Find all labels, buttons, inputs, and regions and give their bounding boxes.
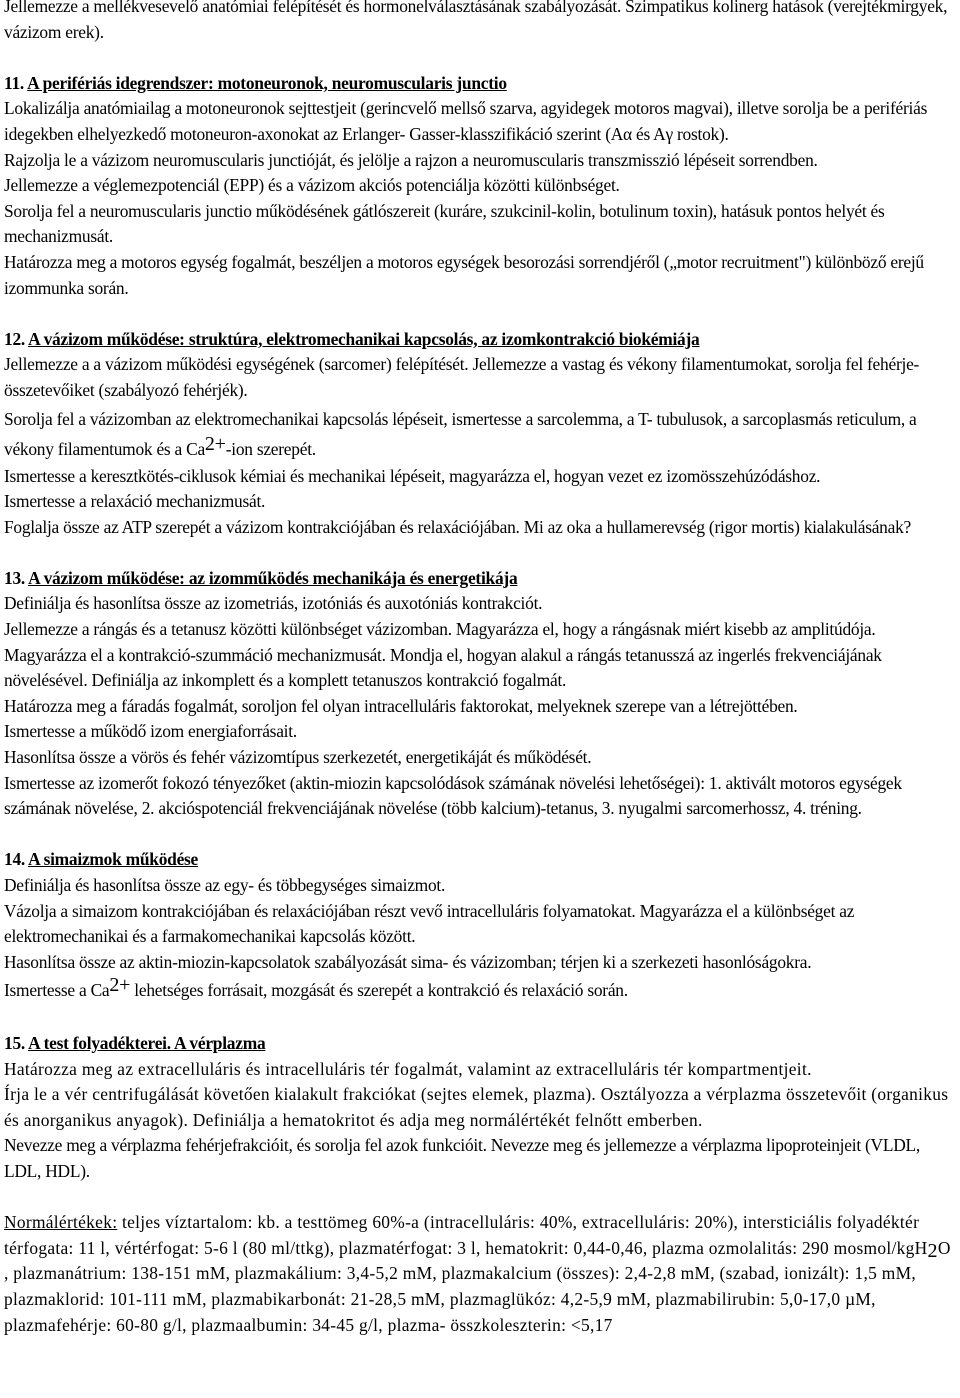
section-12-number: 12.: [4, 328, 25, 349]
section-13-paragraph-4: Ismertesse a működő izom energiaforrásait.: [4, 721, 297, 742]
section-14-paragraph-1: Definiálja és hasonlítsa össze az egy- és többegységes simaizmot.: [4, 875, 446, 895]
section-11-title: A perifériás idegrendszer: motoneuronok, neuromuscularis junctio: [27, 72, 507, 93]
intro-paragraph: [4, 0, 959, 45]
section-11-heading: [4, 71, 959, 97]
section-15-number: 15.: [4, 1032, 25, 1053]
section-12-paragraph-4: Ismertesse a relaxáció mechanizmusát.: [4, 491, 266, 512]
s12-p2-text-b: -ion szerepét.: [225, 438, 316, 459]
s14-p4-text-a: Ismertesse a Ca: [4, 980, 110, 1001]
section-15-paragraph-2: Írja le a vér centrifugálását követően kialakult frakciókat (sejtes elemek, plazma). Osztályozza a vérplazma összetevőit (organikus és anorganikus anyagok). Definiálja a hematokritot és adja meg normálértékét felnőtt emberben.: [4, 1084, 949, 1130]
calcium-charge-superscript: 2+: [204, 432, 226, 455]
section-13-paragraph-5: Hasonlítsa össze a vörös és fehér vázizomtípus szerkezetét, energetikáját és működését.: [4, 747, 592, 768]
section-13-heading: [4, 566, 959, 592]
section-14-title: A simaizmok működése: [28, 849, 199, 870]
section-gap: [4, 1185, 959, 1211]
gamma-symbol: γ: [665, 123, 673, 144]
section-gap: [4, 822, 959, 848]
section-15-heading: [4, 1031, 959, 1057]
section-12-paragraph-2: [4, 404, 959, 464]
section-gap: [4, 301, 959, 327]
s12-p2-text-a: Sorolja fel a vázizomban az elektromechanikai kapcsolás lépéseit, ismertesse a sarcolemma, a T- tubulusok, a sarcoplasmás reticulum, a vékony filamentumok és a Ca: [4, 408, 917, 459]
s11-p1-text-c: rostok).: [672, 123, 729, 144]
section-14-heading: [4, 847, 959, 873]
section-gap: [4, 45, 959, 71]
section-12-paragraph-1: Jellemezze a a vázizom működési egységének (sarcomer) felépítését. Jellemezze a vastag és vékony filamentumokat, sorolja fel fehérje-összetevőiket (szabályozó fehérjék).: [4, 354, 920, 400]
section-11-paragraph-3: Jellemezze a véglemezpotenciál (EPP) és a vázizom akciós potenciálja közötti különbséget.: [4, 175, 620, 196]
section-15-paragraph-3: Nevezze meg a vérplazma fehérjefrakcióit, és sorolja fel azok funkcióit. Nevezze meg és jellemezze a vérplazma lipoproteinjeit (VLDL, LDL, HDL).: [4, 1135, 921, 1181]
alpha-symbol: α: [623, 123, 632, 144]
section-13-number: 13.: [4, 567, 25, 588]
section-12-title: A vázizom működése: struktúra, elektromechanikai kapcsolás, az izomkontrakció biokémiája: [28, 328, 700, 349]
normal-values-paragraph: [4, 1210, 959, 1338]
section-13-paragraph-6: Ismertesse az izomerőt fokozó tényezőket (aktin-miozin kapcsolódások számának növelési lehetőségei): 1. aktivált motoros egységek számának növelése, 2. akcióspotenciál frekvenciájának növelése (több kalcium)-tetanus, 3. nyugalmi sarcomerhossz, 4. tréning.: [4, 772, 902, 819]
section-12-heading: [4, 327, 959, 353]
section-15-paragraph-1: Határozza meg az extracelluláris és intracelluláris tér fogalmát, valamint az extracelluláris tér kompartmentjeit.: [4, 1058, 812, 1079]
section-14-paragraph-4: [4, 975, 959, 1005]
section-13-paragraph-2: Jellemezze a rángás és a tetanusz közötti különbséget vázizomban. Magyarázza el, hogy a rángásnak miért kisebb az amplitúdója. Magyarázza el a kontrakció-szummáció mechanizmusát. Mondja el, hogyan alakul a rángás tetanusszá az ingerlés frekvenciájának növelésével. Definiálja az inkomplett és a komplett tetanuszos kontrakció fogalmát.: [4, 619, 882, 691]
section-15-title: A test folyadékterei. A vérplazma: [28, 1032, 266, 1053]
section-11-paragraph-5: Határozza meg a motoros egység fogalmát, beszéljen a motoros egységek besorozási sorrendjéről („motor recruitment") különböző erejű izommunka során.: [4, 251, 924, 298]
section-gap: [4, 1005, 959, 1031]
section-14-number: 14.: [4, 849, 25, 870]
section-11-number: 11.: [4, 72, 25, 93]
normal-values-text-1: teljes víztartalom: kb. a testtömeg 60%-a (intracelluláris: 40%, extracelluláris: 20%), intersticiális folyadéktér térfogata: 11 l, vértérfogat: 5-6 l (80 ml/ttkg), plazmatérfogat: 3 l, hematokrit: 0,44-0,46, plazma ozmolalitás: 290 mosmol/kgH: [4, 1212, 928, 1258]
section-12-paragraph-5: Foglalja össze az ATP szerepét a vázizom kontrakciójában és relaxációjában. Mi az oka a hullamerevség (rigor mortis) kialakulásának?: [4, 516, 912, 537]
section-13-paragraph-3: Határozza meg a fáradás fogalmát, soroljon fel olyan intracelluláris faktorokat, melyeknek szerepe van a létrejöttében.: [4, 695, 798, 716]
normal-values-text-2: O , plazmanátrium: 138-151 mM, plazmakálium: 3,4-5,2 mM, plazmakalcium (összes): 2,4-2,8 mM, (szabad, ionizált): 1,5 mM, plazmaklorid: 101-111 mM, plazmabikarbonát: 21-28,5 mM, plazmaglükóz: 4,2-5,9 mM, plazmabilirubin: 5,0-17,0: [4, 1237, 951, 1309]
section-14-paragraph-2: Vázolja a simaizom kontrakciójában és relaxációjában részt vevő intracelluláris folyamatokat. Magyarázza el a különbséget az elektromechanikai és a farmakomechanikai kapcsolás között.: [4, 900, 855, 947]
section-13-paragraph-1: Definiálja és hasonlítsa össze az izometriás, izotóniás és auxotóniás kontrakciót.: [4, 593, 543, 614]
normal-values-text-3: M, plazmafehérje: 60-80 g/l, plazmaalbumin: 34-45 g/l, plazma- összkoleszterin: <5,17: [4, 1288, 876, 1335]
section-11-paragraph-4: Sorolja fel a neuromuscularis junctio működésének gátlószereit (kuráre, szukcinil-kolin, botulinum toxin), hatásuk pontos helyét és mechanizmusát.: [4, 200, 885, 247]
section-11-paragraph-1: [4, 96, 959, 147]
s11-p1-text-a: Lokalizálja anatómiailag a motoneuronok sejttestjeit (gerincvelő mellső szarva, agyidegek motoros magvai), illetve sorolja be a perifériás idegekben elhelyezkedő motoneuron-axonokat az Erlanger- Gasser-klasszifikáció szerint (A: [4, 98, 928, 144]
section-13-title: A vázizom működése: az izomműködés mechanikája és energetikája: [28, 567, 518, 588]
s11-p1-text-b: és A: [631, 123, 666, 144]
section-14-paragraph-3: Hasonlítsa össze az aktin-miozin-kapcsolatok szabályozását sima- és vázizomban; térjen ki a szerkezeti hasonlóságokra.: [4, 951, 812, 972]
section-12-paragraph-3: Ismertesse a keresztkötés-ciklusok kémiai és mechanikai lépéseit, magyarázza el, hogyan vezet ez izomösszehúzódáshoz.: [4, 465, 821, 486]
normal-values-label: Normálértékek:: [4, 1212, 118, 1233]
section-gap: [4, 540, 959, 566]
s14-p4-text-b: lehetséges forrásait, mozgását és szerepét a kontrakció és relaxáció során.: [130, 980, 628, 1001]
calcium-charge-superscript: 2+: [109, 974, 131, 997]
water-subscript: 2: [927, 1239, 938, 1262]
section-11-paragraph-2: Rajzolja le a vázizom neuromuscularis junctióját, és jelölje a rajzon a neuromuscularis transzmisszió lépéseit sorrendben.: [4, 149, 818, 170]
micro-symbol: µ: [845, 1288, 856, 1309]
intro-text: Jellemezze a mellékvesevelő anatómiai felépítését és hormonelválasztásának szabályozását. Szimpatikus kolinerg hatások (verejtékmirgyek, vázizom erek).: [4, 0, 948, 42]
